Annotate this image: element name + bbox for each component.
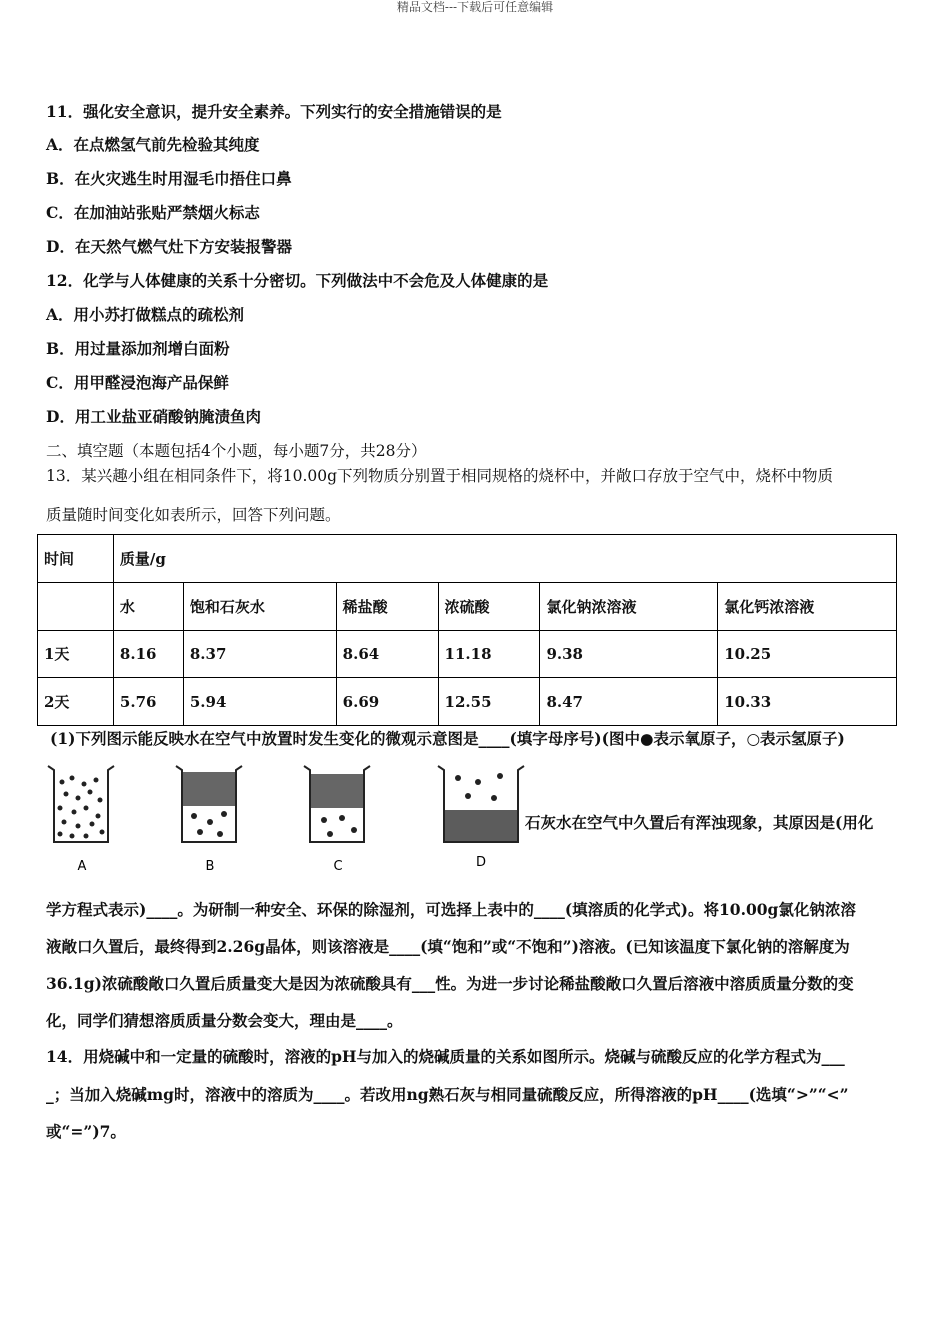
time-cell: 2天	[38, 678, 114, 726]
q13-para-line1: 学方程式表示)____。为研制一种安全、环保的除湿剂，可选择上表中的____(填溶质的化学式)。将10.00g氯化钠浓溶	[46, 900, 856, 919]
mass-cell: 9.38	[540, 630, 718, 678]
beaker-b-icon	[176, 766, 242, 874]
beaker-d-icon	[438, 766, 524, 870]
beaker-c-icon	[304, 766, 370, 874]
q14-line3: 或“=”)7。	[46, 1122, 126, 1141]
q12-option-d: D．用工业盐亚硝酸钠腌渍鱼肉	[46, 407, 261, 426]
table-row	[38, 678, 897, 726]
beaker-a-icon	[48, 766, 114, 874]
q14-line2: _；当加入烧碱mg时，溶液中的溶质为____。若改用ng熟石灰与相同量硫酸反应，所得溶液的pH____(选填“>”“<”	[46, 1085, 849, 1104]
substance-header: 氯化钙浓溶液	[718, 582, 897, 630]
mass-header: 质量/g	[113, 535, 896, 583]
q13-after-beakers: 石灰水在空气中久置后有浑浊现象，其原因是(用化	[525, 813, 874, 832]
q13-para-line3: 36.1g)浓硫酸敞口久置后质量变大是因为浓硫酸具有___性。为进一步讨论稀盐酸敞口久置后溶液中溶质质量分数的变	[46, 974, 854, 993]
table-row	[38, 535, 897, 583]
mass-cell: 5.76	[113, 678, 183, 726]
substance-header: 水	[113, 582, 183, 630]
table-row	[38, 630, 897, 678]
q11-stem: 11．强化安全意识，提升安全素养。下列实行的安全措施错误的是	[46, 102, 502, 121]
mass-cell: 11.18	[438, 630, 540, 678]
mass-cell: 8.64	[336, 630, 438, 678]
mass-table	[37, 534, 897, 726]
beaker-label-c: C	[333, 859, 343, 874]
table-row	[38, 582, 897, 630]
q13-part1: (1)下列图示能反映水在空气中放置时发生变化的微观示意图是____(填字母序号)(图中●表示氧原子，○表示氢原子)	[50, 729, 845, 748]
q12-option-a: A．用小苏打做糕点的疏松剂	[46, 305, 245, 324]
mass-cell: 6.69	[336, 678, 438, 726]
q12-option-c: C．用甲醛浸泡海产品保鲜	[46, 373, 229, 392]
q13-para-line4: 化，同学们猜想溶质质量分数会变大，理由是____。	[46, 1011, 403, 1030]
q11-option-b: B．在火灾逃生时用湿毛巾捂住口鼻	[46, 169, 292, 188]
q13-stem-line2: 质量随时间变化如表所示，回答下列问题。	[46, 506, 341, 524]
q13-stem-line1: 13．某兴趣小组在相同条件下，将10.00g下列物质分别置于相同规格的烧杯中，并敞口存放于空气中，烧杯中物质	[46, 467, 834, 485]
mass-cell: 10.25	[718, 630, 897, 678]
q14-line1: 14．用烧碱中和一定量的硫酸时，溶液的pH与加入的烧碱质量的关系如图所示。烧碱与硫酸反应的化学方程式为___	[46, 1047, 845, 1066]
substance-header: 稀盐酸	[336, 582, 438, 630]
q12-option-b: B．用过量添加剂增白面粉	[46, 339, 230, 358]
beaker-label-d: D	[475, 855, 487, 870]
time-header: 时间	[38, 535, 114, 583]
q11-option-c: C．在加油站张贴严禁烟火标志	[46, 203, 260, 222]
q13-para-line2: 液敞口久置后，最终得到2.26g晶体，则该溶液是____(填“饱和”或“不饱和”)溶液。(已知该温度下氯化钠的溶解度为	[46, 937, 850, 956]
substance-header: 饱和石灰水	[183, 582, 336, 630]
beaker-label-a: A	[77, 859, 87, 874]
substance-header: 浓硫酸	[438, 582, 540, 630]
q11-option-d: D．在天然气燃气灶下方安装报警器	[46, 237, 292, 256]
mass-cell: 12.55	[438, 678, 540, 726]
page-header: 精品文档---下载后可任意编辑	[396, 0, 554, 14]
substance-header: 氯化钠浓溶液	[540, 582, 718, 630]
beaker-diagrams	[40, 760, 530, 880]
q12-stem: 12．化学与人体健康的关系十分密切。下列做法中不会危及人体健康的是	[46, 271, 549, 290]
mass-cell: 8.37	[183, 630, 336, 678]
mass-cell: 8.16	[113, 630, 183, 678]
q11-option-a: A．在点燃氢气前先检验其纯度	[46, 135, 260, 154]
empty-cell	[38, 582, 114, 630]
mass-cell: 5.94	[183, 678, 336, 726]
time-cell: 1天	[38, 630, 114, 678]
mass-cell: 8.47	[540, 678, 718, 726]
mass-cell: 10.33	[718, 678, 897, 726]
beaker-label-b: B	[205, 859, 215, 874]
section-heading: 二、填空题（本题包括4个小题，每小题7分，共28分）	[46, 442, 427, 460]
